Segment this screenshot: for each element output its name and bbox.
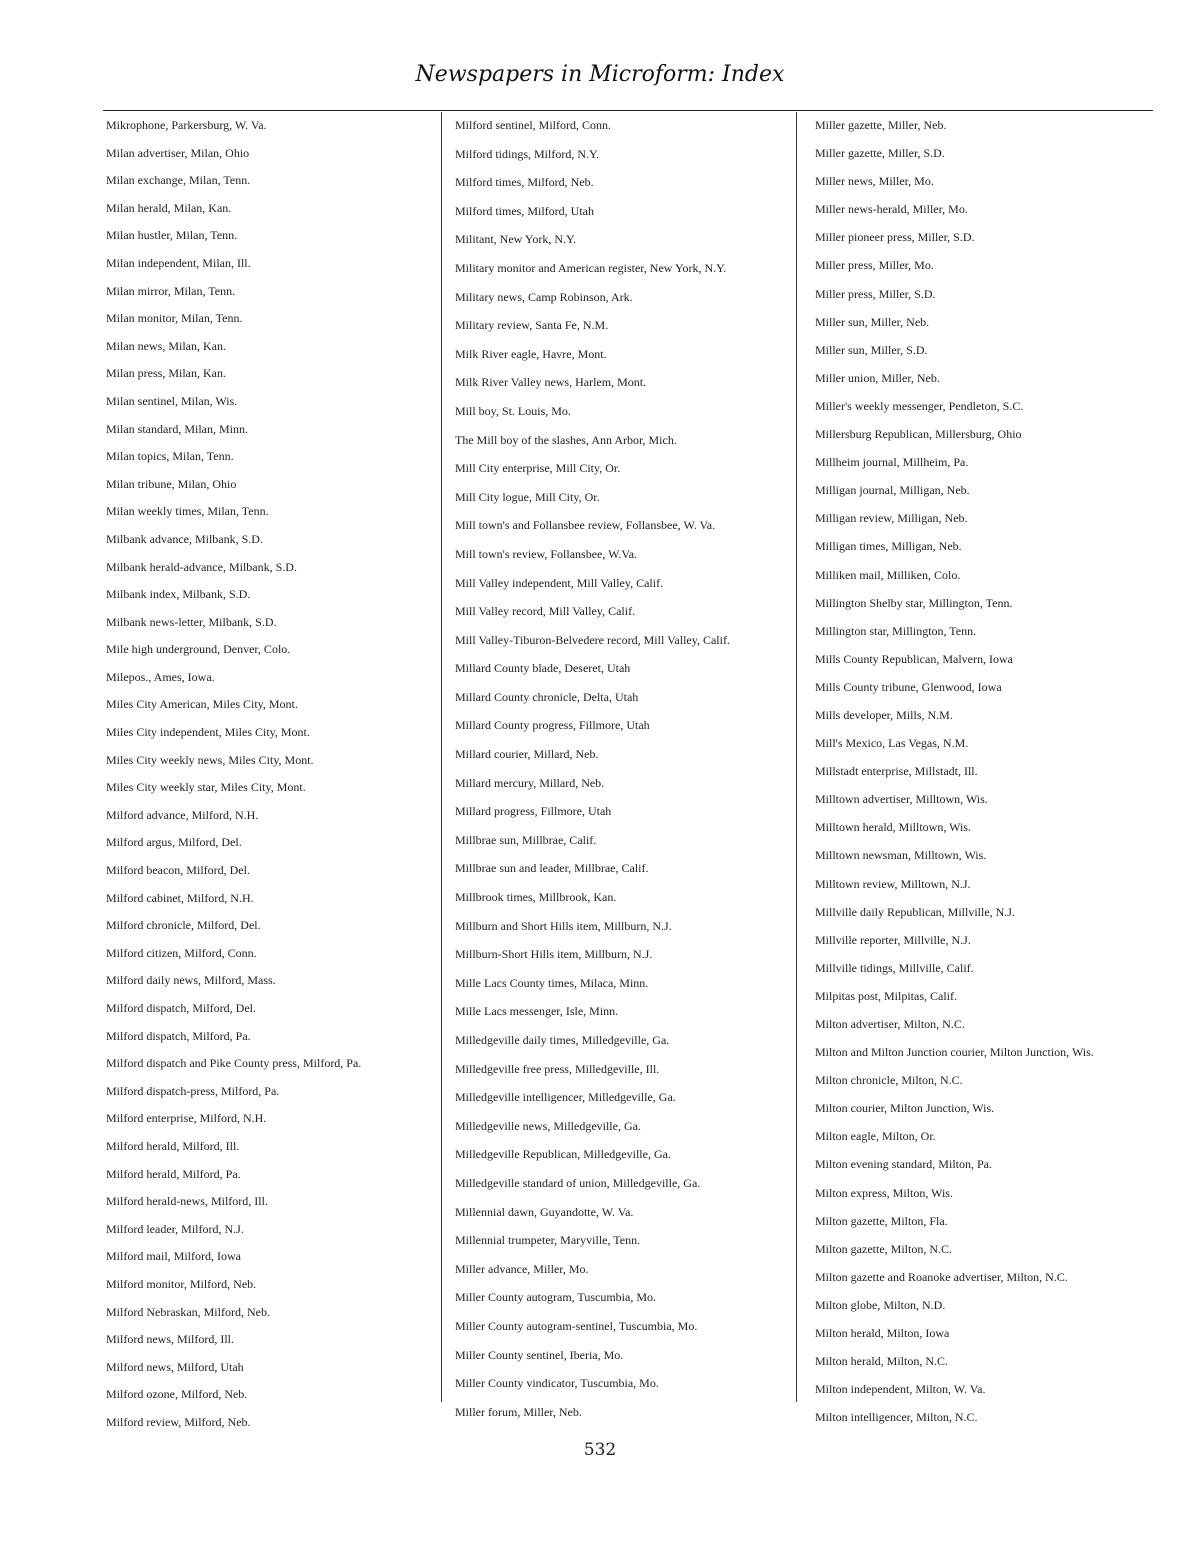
index-entry: Miller sun, Miller, S.D. <box>815 342 928 357</box>
index-entry: Milford dispatch-press, Milford, Pa. <box>106 1083 280 1098</box>
index-entry: Milford tidings, Milford, N.Y. <box>455 146 600 161</box>
index-entry: Milford times, Milford, Neb. <box>455 175 594 190</box>
index-entry: Mill City logue, Mill City, Or. <box>455 489 600 504</box>
index-entry: Millstadt enterprise, Millstadt, Ill. <box>815 764 978 779</box>
index-entry: Military news, Camp Robinson, Ark. <box>455 289 633 304</box>
index-entry: Milton evening standard, Milton, Pa. <box>815 1157 992 1172</box>
index-entry: Millard County progress, Fillmore, Utah <box>455 718 650 733</box>
index-entry: Milford news, Milford, Utah <box>106 1359 244 1374</box>
index-entry: Milton globe, Milton, N.D. <box>815 1297 946 1312</box>
index-entry: Milltown review, Milltown, N.J. <box>815 876 971 891</box>
index-entry: Milford monitor, Milford, Neb. <box>106 1276 257 1291</box>
index-entry: Milton independent, Milton, W. Va. <box>815 1382 986 1397</box>
index-entry: Miller's weekly messenger, Pendleton, S.C. <box>815 398 1024 413</box>
index-entry: Millington Shelby star, Millington, Tenn. <box>815 595 1013 610</box>
index-entry: Millersburg Republican, Millersburg, Ohio <box>815 427 1022 442</box>
index-entry: Milan standard, Milan, Minn. <box>106 421 248 436</box>
index-entry: Milan advertiser, Milan, Ohio <box>106 145 250 160</box>
index-entry: Miller forum, Miller, Neb. <box>455 1404 582 1419</box>
index-entry: Milligan review, Milligan, Neb. <box>815 511 968 526</box>
index-entry: Millburn and Short Hills item, Millburn, N.J. <box>455 918 672 933</box>
index-entry: Milan hustler, Milan, Tenn. <box>106 228 238 243</box>
index-entry: Miller news-herald, Miller, Mo. <box>815 202 968 217</box>
index-entry: Millheim journal, Millheim, Pa. <box>815 455 969 470</box>
index-entry: Miller union, Miller, Neb. <box>815 370 940 385</box>
index-entry: Mill boy, St. Louis, Mo. <box>455 403 571 418</box>
index-entry: Milltown advertiser, Milltown, Wis. <box>815 792 988 807</box>
index-entry: Milford daily news, Milford, Mass. <box>106 973 276 988</box>
index-column-2 <box>455 118 787 1433</box>
page-number: 532 <box>583 1440 617 1460</box>
index-entry: Milltown herald, Milltown, Wis. <box>815 820 971 835</box>
index-entry: Milford beacon, Milford, Del. <box>106 863 250 878</box>
index-entry: Millbrook times, Millbrook, Kan. <box>455 890 617 905</box>
index-entry: Milligan journal, Milligan, Neb. <box>815 483 970 498</box>
index-entry: Milford times, Milford, Utah <box>455 203 594 218</box>
index-entry: Mill Valley independent, Mill Valley, Calif. <box>455 575 664 590</box>
index-entry: Milton chronicle, Milton, N.C. <box>815 1073 963 1088</box>
index-entry: Milton intelligencer, Milton, N.C. <box>815 1410 978 1425</box>
index-entry: Milford argus, Milford, Del. <box>106 835 242 850</box>
index-entry: Milbank herald-advance, Milbank, S.D. <box>106 559 297 574</box>
index-entry: Miller gazette, Miller, Neb. <box>815 118 947 132</box>
index-entry: Miller pioneer press, Miller, S.D. <box>815 230 975 245</box>
index-entry: Miles City weekly star, Miles City, Mont. <box>106 780 306 795</box>
index-entry: Milford mail, Milford, Iowa <box>106 1249 241 1264</box>
index-entry: Milton gazette, Milton, N.C. <box>815 1241 952 1256</box>
index-entry: Miller advance, Miller, Mo. <box>455 1261 589 1276</box>
index-entry: Milan press, Milan, Kan. <box>106 366 226 381</box>
column-divider <box>441 112 442 1402</box>
index-entry: Mills developer, Mills, N.M. <box>815 707 953 722</box>
index-entry: Millard courier, Millard, Neb. <box>455 747 599 762</box>
index-entry: Millennial dawn, Guyandotte, W. Va. <box>455 1204 634 1219</box>
index-entry: Milbank news-letter, Milbank, S.D. <box>106 614 277 629</box>
index-entry: Mill Valley record, Mill Valley, Calif. <box>455 604 636 619</box>
index-entry: Miles City American, Miles City, Mont. <box>106 697 298 712</box>
index-entry: Mill's Mexico, Las Vegas, N.M. <box>815 736 969 751</box>
index-entry: Miller press, Miller, Mo. <box>815 258 934 273</box>
index-entry: Miller press, Miller, S.D. <box>815 286 936 301</box>
index-entry: Mikrophone, Parkersburg, W. Va. <box>106 118 267 132</box>
index-entry: Miller County autogram-sentinel, Tuscumbia, Mo. <box>455 1318 698 1333</box>
index-entry: Milford dispatch and Pike County press, Milford, Pa. <box>106 1056 362 1071</box>
index-entry: Military review, Santa Fe, N.M. <box>455 318 609 333</box>
index-entry: Miller gazette, Miller, S.D. <box>815 146 945 161</box>
index-entry: Militant, New York, N.Y. <box>455 232 577 247</box>
index-entry: Mill town's and Follansbee review, Follansbee, W. Va. <box>455 518 716 533</box>
index-entry: Milan weekly times, Milan, Tenn. <box>106 504 269 519</box>
index-entry: The Mill boy of the slashes, Ann Arbor, Mich. <box>455 432 677 447</box>
index-entry: Mille Lacs County times, Milaca, Minn. <box>455 975 649 990</box>
index-entry: Milford herald, Milford, Pa. <box>106 1166 241 1181</box>
index-entry: Mill town's review, Follansbee, W.Va. <box>455 546 638 561</box>
index-entry: Milford dispatch, Milford, Pa. <box>106 1028 251 1043</box>
index-entry: Miller County sentinel, Iberia, Mo. <box>455 1347 624 1362</box>
index-entry: Milliken mail, Milliken, Colo. <box>815 567 961 582</box>
index-entry: Milton eagle, Milton, Or. <box>815 1129 936 1144</box>
index-entry: Milledgeville intelligencer, Milledgeville, Ga. <box>455 1090 676 1105</box>
index-entry: Mills County tribune, Glenwood, Iowa <box>815 679 1002 694</box>
index-entry: Milton courier, Milton Junction, Wis. <box>815 1101 995 1116</box>
index-entry: Milford citizen, Milford, Conn. <box>106 945 257 960</box>
index-entry: Milepos., Ames, Iowa. <box>106 669 215 684</box>
page-title: Newspapers in Microform: Index <box>415 62 785 87</box>
index-entry: Mill Valley-Tiburon-Belvedere record, Mill Valley, Calif. <box>455 632 730 647</box>
index-entry: Milledgeville standard of union, Milledgeville, Ga. <box>455 1175 701 1190</box>
index-entry: Mile high underground, Denver, Colo. <box>106 642 291 657</box>
index-entry: Milford herald, Milford, Ill. <box>106 1138 240 1153</box>
index-entry: Mill City enterprise, Mill City, Or. <box>455 461 621 476</box>
index-entry: Milan exchange, Milan, Tenn. <box>106 173 251 188</box>
index-entry: Miles City independent, Miles City, Mont. <box>106 725 310 740</box>
index-column-3 <box>815 118 1145 1438</box>
index-entry: Mille Lacs messenger, Isle, Minn. <box>455 1004 619 1019</box>
index-entry: Milford dispatch, Milford, Del. <box>106 1001 256 1015</box>
index-entry: Milford review, Milford, Neb. <box>106 1414 251 1429</box>
index-entry: Milton express, Milton, Wis. <box>815 1185 953 1200</box>
index-entry: Milton and Milton Junction courier, Milton Junction, Wis. <box>815 1045 1094 1060</box>
index-entry: Millville daily Republican, Millville, N.J. <box>815 904 1015 919</box>
index-entry: Millville reporter, Millville, N.J. <box>815 932 971 947</box>
index-entry: Milan herald, Milan, Kan. <box>106 200 232 215</box>
index-entry: Milan news, Milan, Kan. <box>106 338 226 353</box>
index-entry: Milford chronicle, Milford, Del. <box>106 918 261 933</box>
index-entry: Milford herald-news, Milford, Ill. <box>106 1194 268 1209</box>
index-entry: Milligan times, Milligan, Neb. <box>815 539 962 554</box>
index-entry: Millville tidings, Millville, Calif. <box>815 960 974 975</box>
index-entry: Milton gazette and Roanoke advertiser, Milton, N.C. <box>815 1269 1068 1284</box>
index-entry: Milford cabinet, Milford, N.H. <box>106 890 254 905</box>
header-rule <box>103 110 1153 111</box>
index-entry: Milford leader, Milford, N.J. <box>106 1221 244 1236</box>
index-entry: Milan sentinel, Milan, Wis. <box>106 393 238 408</box>
index-entry: Milton herald, Milton, Iowa <box>815 1326 950 1341</box>
index-entry: Milledgeville free press, Milledgeville, Ill. <box>455 1061 660 1076</box>
index-entry: Miller sun, Miller, Neb. <box>815 314 930 329</box>
index-entry: Milpitas post, Milpitas, Calif. <box>815 988 958 1003</box>
index-entry: Milton herald, Milton, N.C. <box>815 1354 948 1369</box>
index-entry: Miller news, Miller, Mo. <box>815 174 934 189</box>
index-entry: Millbrae sun, Millbrae, Calif. <box>455 832 597 847</box>
index-entry: Millburn-Short Hills item, Millburn, N.J. <box>455 947 653 962</box>
index-entry: Millard mercury, Millard, Neb. <box>455 775 605 790</box>
index-entry: Miles City weekly news, Miles City, Mont. <box>106 752 314 767</box>
index-entry: Milford advance, Milford, N.H. <box>106 807 259 822</box>
index-entry: Milton gazette, Milton, Fla. <box>815 1213 948 1228</box>
index-entry: Milledgeville daily times, Milledgeville, Ga. <box>455 1033 670 1047</box>
index-entry: Milbank advance, Milbank, S.D. <box>106 531 263 546</box>
index-entry: Milan monitor, Milan, Tenn. <box>106 311 243 326</box>
index-entry: Milford enterprise, Milford, N.H. <box>106 1111 267 1126</box>
index-entry: Milford sentinel, Milford, Conn. <box>455 118 611 132</box>
column-divider <box>796 112 797 1402</box>
index-entry: Miller County autogram, Tuscumbia, Mo. <box>455 1290 656 1305</box>
index-entry: Milan mirror, Milan, Tenn. <box>106 283 236 298</box>
index-column-1 <box>106 118 432 1443</box>
index-entry: Milledgeville Republican, Milledgeville, Ga. <box>455 1147 671 1162</box>
index-entry: Mills County Republican, Malvern, Iowa <box>815 651 1013 666</box>
index-entry: Millbrae sun and leader, Millbrae, Calif. <box>455 861 649 876</box>
index-entry: Milan tribune, Milan, Ohio <box>106 476 237 491</box>
index-entry: Milton advertiser, Milton, N.C. <box>815 1017 965 1031</box>
index-entry: Milledgeville news, Milledgeville, Ga. <box>455 1118 641 1133</box>
index-entry: Millennial trumpeter, Maryville, Tenn. <box>455 1233 641 1248</box>
index-entry: Millard County blade, Deseret, Utah <box>455 661 631 676</box>
index-entry: Milltown newsman, Milltown, Wis. <box>815 848 987 863</box>
index-entry: Milbank index, Milbank, S.D. <box>106 587 251 602</box>
index-entry: Millard progress, Fillmore, Utah <box>455 804 612 819</box>
index-entry: Milan topics, Milan, Tenn. <box>106 449 234 464</box>
index-entry: Milford news, Milford, Ill. <box>106 1332 234 1347</box>
index-entry: Milk River Valley news, Harlem, Mont. <box>455 375 647 390</box>
index-entry: Milan independent, Milan, Ill. <box>106 255 251 270</box>
index-entry: Millington star, Millington, Tenn. <box>815 623 977 638</box>
index-entry: Milk River eagle, Havre, Mont. <box>455 346 607 361</box>
index-entry: Milford ozone, Milford, Neb. <box>106 1387 248 1402</box>
index-entry: Milford Nebraskan, Milford, Neb. <box>106 1304 270 1319</box>
index-entry: Miller County vindicator, Tuscumbia, Mo. <box>455 1376 659 1391</box>
index-entry: Military monitor and American register, New York, N.Y. <box>455 260 727 275</box>
index-entry: Millard County chronicle, Delta, Utah <box>455 689 639 704</box>
